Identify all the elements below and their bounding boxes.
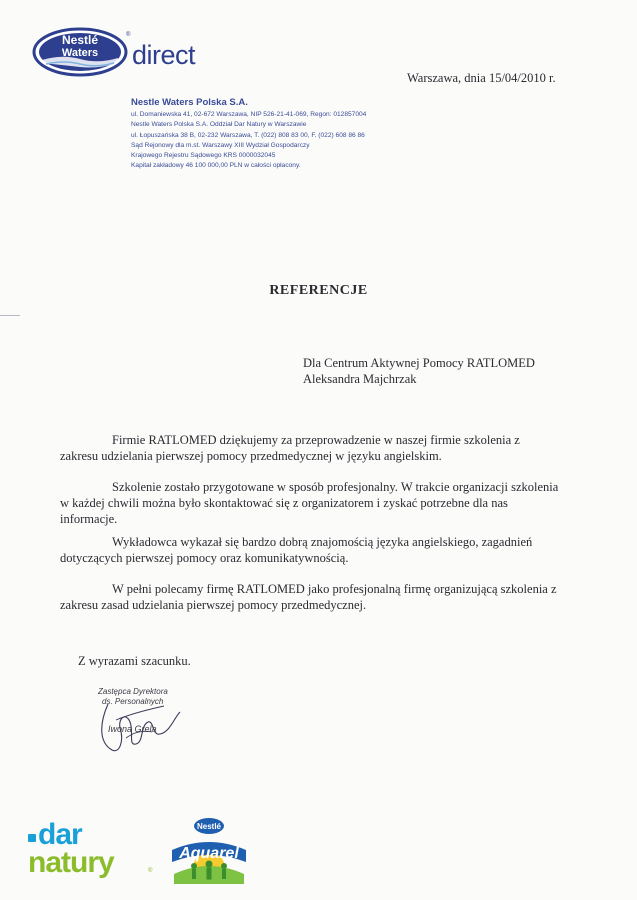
company-line: ul. Domaniewska 41, 02-672 Warszawa, NIP 526-21-41-069, Regon: 012857004	[131, 111, 367, 118]
logo-registered-mark: ®	[126, 32, 131, 38]
company-line: Krajowego Rejestru Sądowego KRS 0000032045	[131, 152, 276, 160]
recipient-block	[303, 355, 535, 387]
recipient-line-2: Aleksandra Majchrzak	[303, 372, 417, 386]
company-line: ul. Łopuszańska 38 B, 02-232 Warszawa, T. (022) 808 83 00, F. (022) 608 86 86	[131, 131, 365, 139]
letter-body	[60, 432, 560, 622]
nestle-waters-oval-logo	[32, 27, 131, 77]
stamp-signer-name: Iwona Grela	[108, 724, 157, 734]
logo-nestle-text: Nestlé	[61, 33, 99, 47]
logo-direct-text: direct	[132, 40, 196, 70]
letter-heading: REFERENCJE	[269, 283, 368, 298]
nestle-waters-direct-logo	[30, 26, 210, 84]
letter-date: Warszawa, dnia 15/04/2010 r.	[407, 71, 556, 85]
dar-natury-logo	[28, 820, 158, 890]
company-line: Sąd Rejonowy dla m.st. Warszawy XIII Wydział Gospodarczy	[131, 141, 310, 149]
company-info	[131, 97, 451, 172]
dar-natury-logo-dar: dar	[38, 818, 82, 851]
body-paragraph-4: W pełni polecamy firmę RATLOMED jako profesjonalną firmę organizującą szkolenia z zakresu zasad udzielania pierwszej pomocy przedmedycznej.	[60, 582, 557, 612]
company-line: Kapitał zakładowy 46 100 000,00 PLN w całości opłacony.	[131, 162, 301, 170]
dar-natury-logo-natury: natury	[28, 846, 114, 879]
punch-mark	[0, 315, 20, 316]
recipient-line-1: Dla Centrum Aktywnej Pomocy RATLOMED	[303, 356, 535, 370]
company-name: Nestle Waters Polska S.A.	[131, 97, 248, 108]
stamp-title-line-2: ds. Personalnych	[102, 697, 164, 706]
stamp-title-line-1: Zastępca Dyrektora	[98, 687, 168, 696]
body-paragraph-3: Wykładowca wykazał się bardzo dobrą znajomością języka angielskiego, zagadnień dotyczących pierwszej pomocy oraz komunikatywnością.	[60, 535, 533, 565]
signature-stamp	[98, 687, 188, 734]
nestle-aquarel-logo	[168, 814, 250, 888]
aquarel-nestle-text: Nestlé	[196, 822, 222, 831]
dar-natury-dot-icon	[28, 834, 36, 842]
logo-waters-text: Waters	[61, 47, 99, 59]
body-paragraph-2: Szkolenie zostało przygotowane w sposób profesjonalny. W trakcie organizacji szkolenia w każdej chwili można było skontaktować się z organizatorem i zyskać potrzebne dla nas informacje.	[60, 480, 559, 526]
company-line: Nestle Waters Polska S.A. Oddział Dar Natury w Warszawie	[131, 121, 307, 129]
closing-line: Z wyrazami szacunku.	[78, 654, 191, 668]
dar-natury-registered-mark: ®	[148, 868, 153, 874]
body-paragraph-1: Firmie RATLOMED dziękujemy za przeprowadzenie w naszej firmie szkolenia z zakresu udzielania pierwszej pomocy przedmedycznej w języku angielskim.	[60, 433, 520, 463]
aquarel-name-text: Aquarel	[179, 845, 239, 862]
